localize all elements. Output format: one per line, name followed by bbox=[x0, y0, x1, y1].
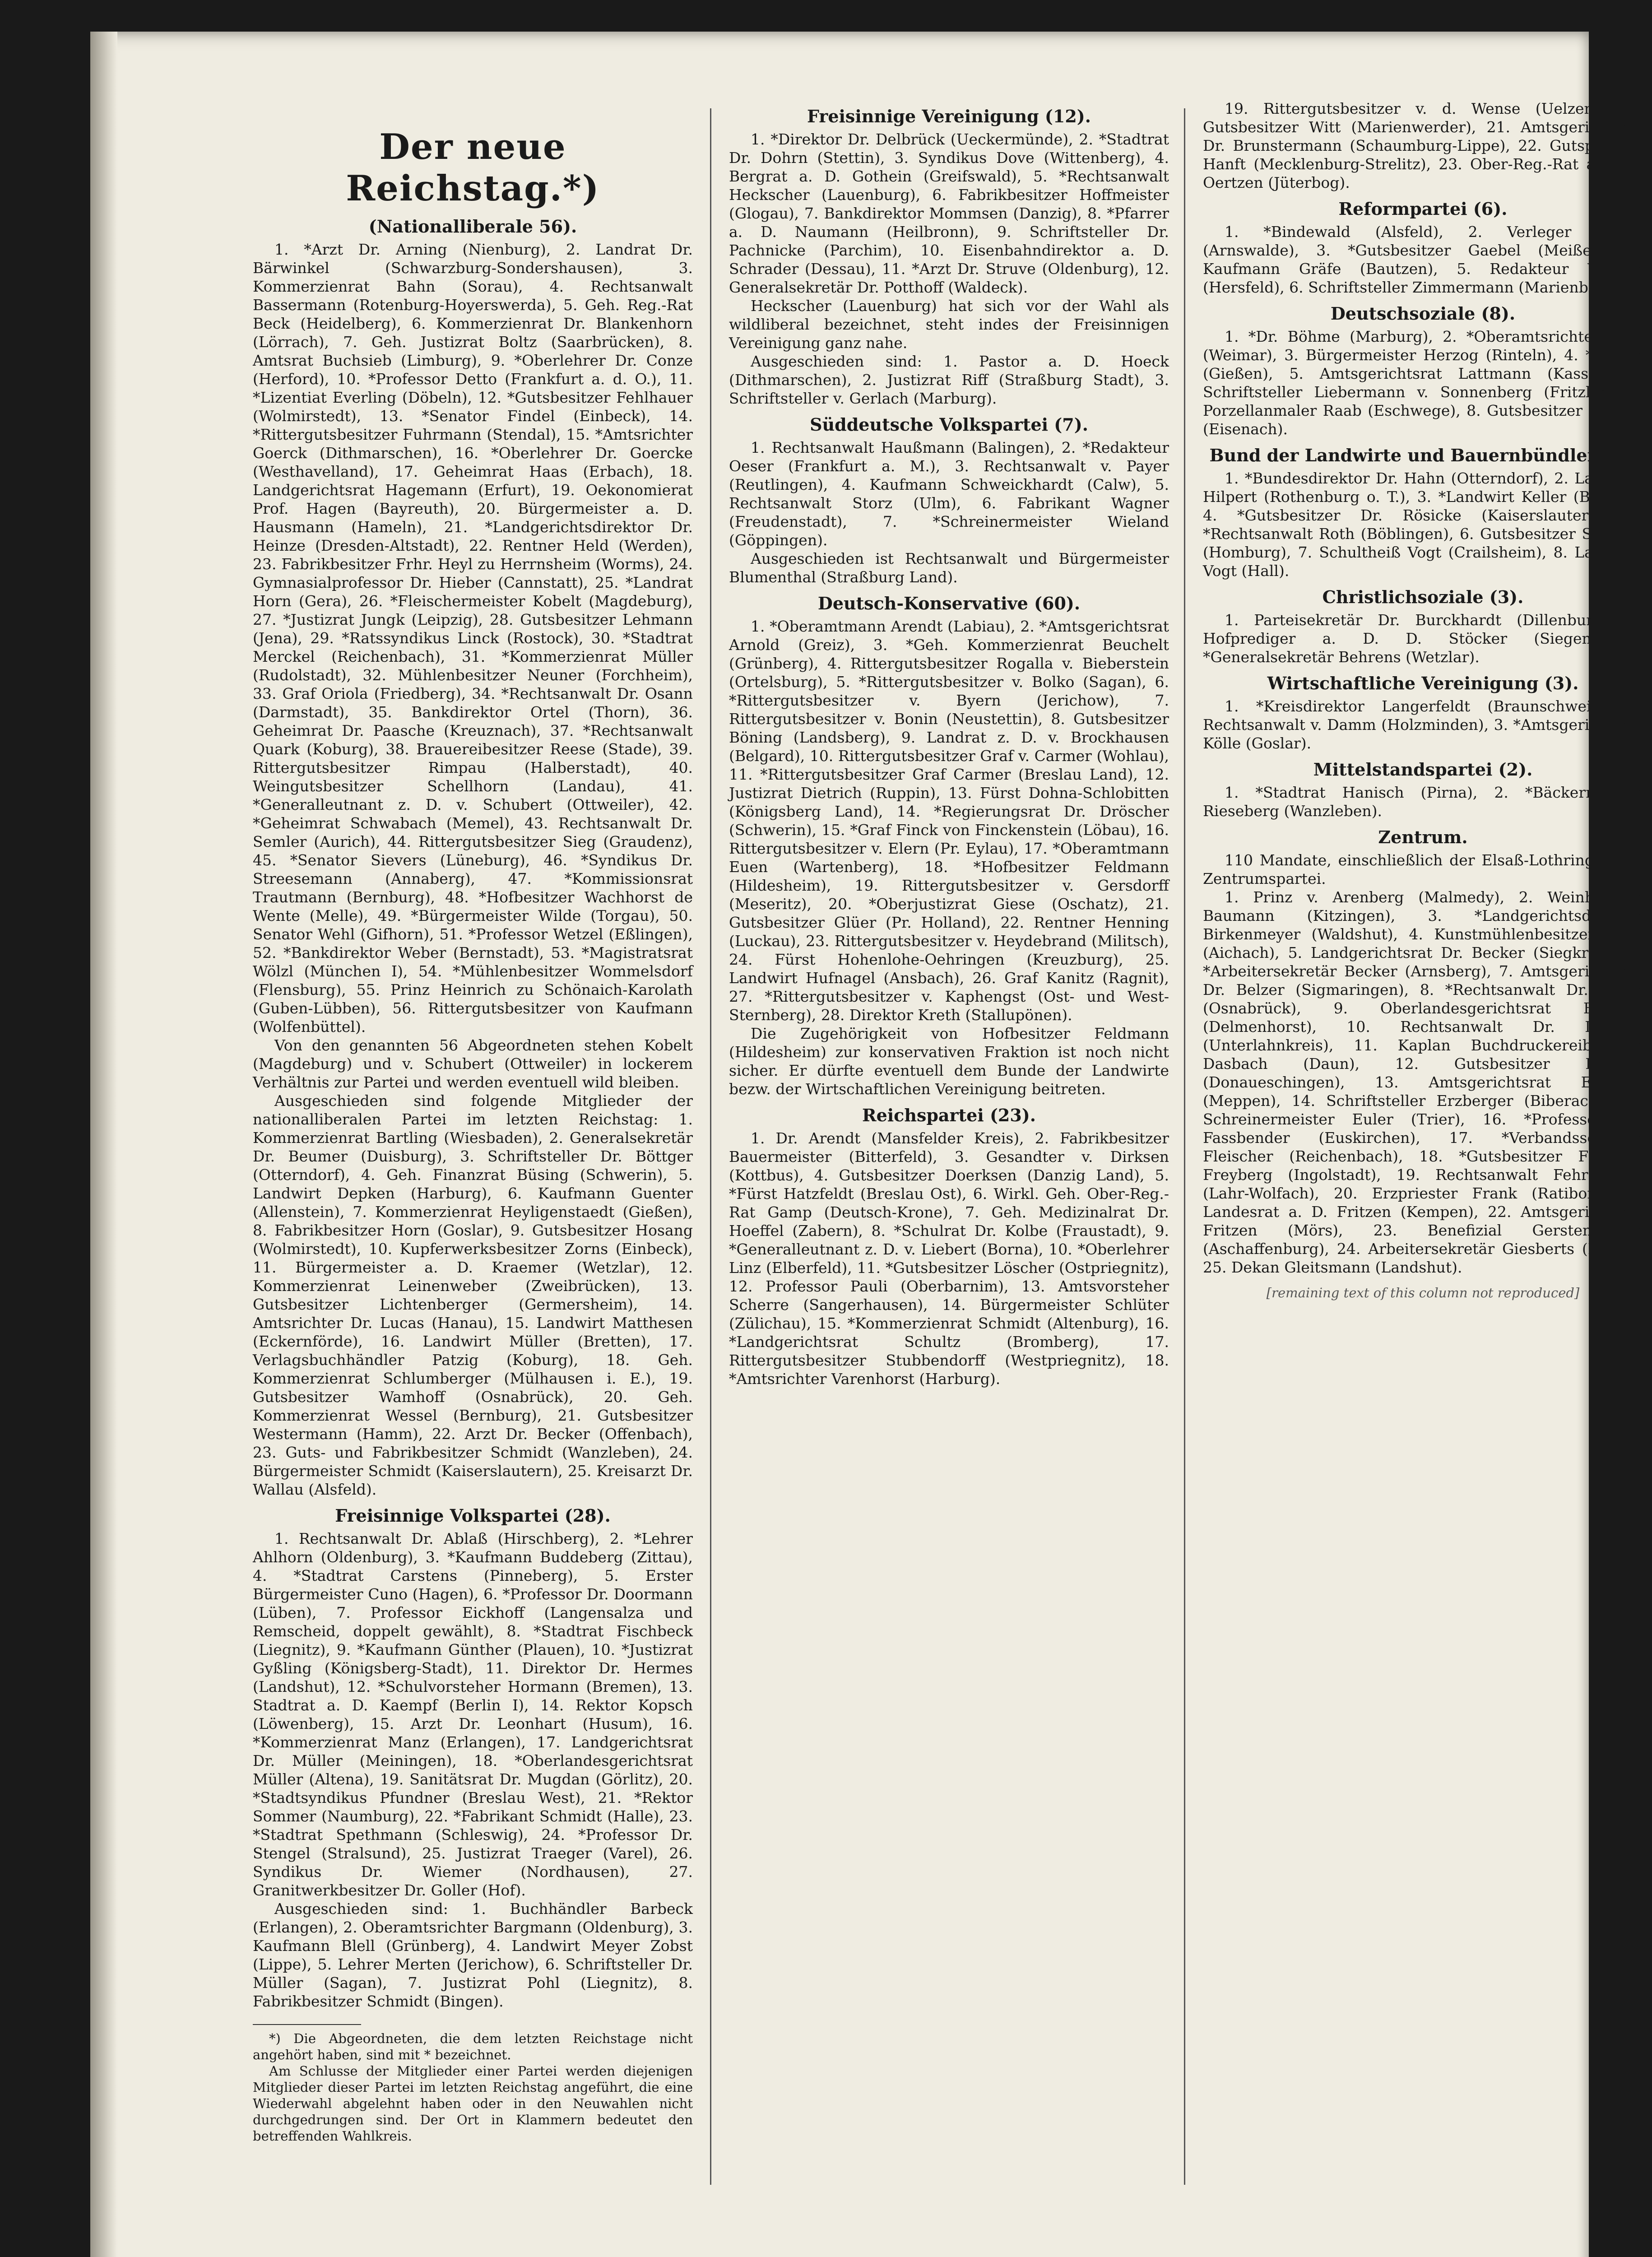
section-heading: Süddeutsche Volkspartei (7). bbox=[810, 414, 1088, 435]
paragraph: 19. Rittergutsbesitzer v. d. Wense (Uelzen), 20. Gutsbesitzer Witt (Marienwerder), 21. Amtsgerichtsrat Dr. Brunstermann (Schaumburg-Lippe), 22. Gutspächter Hanft (Mecklenburg-Strelitz), 23. Ober-Reg.-Rat a. D. v. Oertzen (Jüterbog). bbox=[1203, 100, 1643, 191]
section-heading: Deutschsoziale (8). bbox=[1330, 303, 1516, 324]
paragraph: Die Zugehörigkeit von Hofbesitzer Feldmann (Hildesheim) zur konservativen Fraktion ist noch nicht sicher. Er dürfte eventuell dem Bunde der Landwirte bezw. der Wirtschaftlichen Vereinigung beitreten. bbox=[729, 1025, 1169, 1098]
section-heading: Zentrum. bbox=[1378, 827, 1468, 847]
paragraph: Von den genannten 56 Abgeordneten stehen Kobelt (Magdeburg) und v. Schubert (Ottweiler) in lockerem Verhältnis zur Partei und werden eventuell wild bleiben. bbox=[253, 1036, 693, 1091]
paragraph: 1. *Oberamtmann Arendt (Labiau), 2. *Amtsgerichtsrat Arnold (Greiz), 3. *Geh. Kommerzienrat Beuchelt (Grünberg), 4. Rittergutsbesitzer Rogalla v. Bieberstein (Ortelsburg), 5. *Rittergutsbesitzer v. Bolko (Sagan), 6. *Rittergutsbesitzer v. Byern (Jerichow), 7. Rittergutsbesitzer v. Bonin (Neustettin), 8. Gutsbesitzer Böning (Landsberg), 9. Landrat z. D. v. Brockhausen (Belgard), 10. Rittergutsbesitzer Graf v. Carmer (Wohlau), 11. *Rittergutsbesitzer Graf Carmer (Breslau Land), 12. Justizrat Dietrich (Ruppin), 13. Fürst Dohna-Schlobitten (Königsberg Land), 14. *Regierungsrat Dr. Dröscher (Schwerin), 15. *Graf Finck von Finckenstein (Löbau), 16. Rittergutsbesitzer v. Elern (Pr. Eylau), 17. *Oberamtmann Euen (Wartenberg), 18. *Hofbesitzer Feldmann (Hildesheim), 19. Rittergutsbesitzer v. Gersdorff (Meseritz), 20. *Oberjustizrat Giese (Oschatz), 21. Gutsbesitzer Glüer (Pr. Holland), 22. Rentner Henning (Luckau), 23. Rittergutsbesitzer v. Heydebrand (Militsch), 24. Fürst Hohenlohe-Oehringen (Kreuzburg), 25. Landwirt Hufnagel (Ansbach), 26. Graf Kanitz (Ragnit), 27. *Rittergutsbesitzer v. Kaphengst (Ost- und West-Sternberg), 28. Direktor Kreth (Stallupönen). bbox=[729, 618, 1169, 1024]
newspaper-page bbox=[90, 32, 1643, 2257]
paragraph: 1. *Kreisdirektor Langerfeldt (Braunschweig), 2. Rechtsanwalt v. Damm (Holzminden), 3. *Amtsgerichtsrat Kölle (Goslar). bbox=[1203, 697, 1643, 752]
scan-background bbox=[0, 0, 90, 2257]
footnote-rule bbox=[253, 2024, 361, 2025]
omitted-note: [remaining text of this column not reproduced] bbox=[1266, 1285, 1580, 1300]
paragraph: 1. *Arzt Dr. Arning (Nienburg), 2. Landrat Dr. Bärwinkel (Schwarzburg-Sondershausen), 3. Kommerzienrat Bahn (Sorau), 4. Rechtsanwalt Bassermann (Rotenburg-Hoyerswerda), 5. Geh. Reg.-Rat Beck (Heidelberg), 6. Kommerzienrat Dr. Blankenhorn (Lörrach), 7. Geh. Justizrat Boltz (Saarbrücken), 8. Amtsrat Buchsieb (Limburg), 9. *Oberlehrer Dr. Conze (Herford), 10. *Professor Detto (Frankfurt a. d. O.), 11. *Lizentiat Everling (Döbeln), 12. *Gutsbesitzer Fehlhauer (Wolmirstedt), 13. *Senator Findel (Einbeck), 14. *Rittergutsbesitzer Fuhrmann (Stendal), 15. *Amtsrichter Goerck (Dithmarschen), 16. *Oberlehrer Dr. Goercke (Westhavelland), 17. Geheimrat Haas (Erbach), 18. Landgerichtsrat Hagemann (Erfurt), 19. Oekonomierat Prof. Hagen (Bayreuth), 20. Bürgermeister a. D. Hausmann (Hameln), 21. *Landgerichtsdirektor Dr. Heinze (Dresden-Altstadt), 22. Rentner Held (Werden), 23. Fabrikbesitzer Frhr. Heyl zu Herrnsheim (Worms), 24. Gymnasialprofessor Dr. Hieber (Cannstatt), 25. *Landrat Horn (Gera), 26. *Fleischermeister Kobelt (Magdeburg), 27. *Justizrat Jungk (Leipzig), 28. Gutsbesitzer Lehmann (Jena), 29. *Ratssyndikus Linck (Rostock), 30. *Stadtrat Merckel (Reichenbach), 31. *Kommerzienrat Müller (Rudolstadt), 32. Mühlenbesitzer Neuner (Forchheim), 33. Graf Oriola (Friedberg), 34. *Rechtsanwalt Dr. Osann (Darmstadt), 35. Bankdirektor Ortel (Thorn), 36. Geheimrat Dr. Paasche (Kreuznach), 37. *Rechtsanwalt Quark (Koburg), 38. Brauereibesitzer Reese (Stade), 39. Rittergutsbesitzer Rimpau (Halberstadt), 40. Weingutsbesitzer Schellhorn (Landau), 41. *Generalleutnant z. D. v. Schubert (Ottweiler), 42. *Geheimrat Schwabach (Memel), 43. Rechtsanwalt Dr. Semler (Aurich), 44. Rittergutsbesitzer Sieg (Graudenz), 45. *Senator Sievers (Lüneburg), 46. *Syndikus Dr. Streesemann (Annaberg), 47. *Kommissionsrat Trautmann (Bernburg), 48. *Hofbesitzer Wachhorst de Wente (Melle), 49. *Bürgermeister Wilde (Torgau), 50. Senator Wehl (Gifhorn), 51. *Professor Wetzel (Eßlingen), 52. *Bankdirektor Weber (Bernstadt), 53. *Magistratsrat Wölzl (München I), 54. *Mühlenbesitzer Wommelsdorf (Flensburg), 55. Prinz Heinrich zu Schönaich-Karolath (Guben-Lübben), 56. Rittergutsbesitzer von Kaufmann (Wolfenbüttel). bbox=[253, 241, 693, 1036]
footnote: Am Schlusse der Mitglieder einer Partei werden diejenigen Mitglieder dieser Partei im letzten Reichstag angeführt, die eine Wiederwahl abgelehnt haben oder in den Neuwahlen nicht durchgedrungen sind. Der Ort in Klammern bedeutet den betreffenden Wahlkreis. bbox=[253, 2063, 693, 2144]
column-right bbox=[1203, 99, 1643, 2185]
section-heading: Bund der Landwirte und Bauernbündler (8). bbox=[1209, 445, 1637, 465]
paragraph: 1. *Stadtrat Hanisch (Pirna), 2. *Bäckermeister Rieseberg (Wanzleben). bbox=[1203, 784, 1643, 820]
paragraph: 1. *Direktor Dr. Delbrück (Ueckermünde), 2. *Stadtrat Dr. Dohrn (Stettin), 3. Syndikus Dove (Wittenberg), 4. Bergrat a. D. Gothein (Greifswald), 5. *Rechtsanwalt Heckscher (Lauenburg), 6. Fabrikbesitzer Hoffmeister (Glogau), 7. Bankdirektor Mommsen (Danzig), 8. *Pfarrer a. D. Naumann (Heilbronn), 9. Schriftsteller Dr. Pachnicke (Parchim), 10. Eisenbahndirektor a. D. Schrader (Dessau), 11. *Arzt Dr. Struve (Oldenburg), 12. Generalsekretär Dr. Potthoff (Waldeck). bbox=[729, 130, 1169, 296]
paragraph: 1. *Bindewald (Alsfeld), 2. Verleger Bruhn (Arnswalde), 3. *Gutsbesitzer Gaebel (Meißen), 4. Kaufmann Gräfe (Bautzen), 5. Redakteur Werner (Hersfeld), 6. Schriftsteller Zimmermann (Marienberg). bbox=[1203, 223, 1643, 296]
section-heading: Deutsch-Konservative (60). bbox=[817, 593, 1081, 613]
paragraph: 1. *Dr. Böhme (Marburg), 2. *Oberamtsrichter Graf (Weimar), 3. Bürgermeister Herzog (Rinteln), 4. *Köhler (Gießen), 5. Amtsgerichtsrat Lattmann (Kassel), 6. Schriftsteller Liebermann v. Sonnenberg (Fritzlar), 7. Porzellanmaler Raab (Eschwege), 8. Gutsbesitzer Schack (Eisenach). bbox=[1203, 328, 1643, 438]
paragraph: 1. Rechtsanwalt Haußmann (Balingen), 2. *Redakteur Oeser (Frankfurt a. M.), 3. Rechtsanwalt v. Payer (Reutlingen), 4. Kaufmann Schweickhardt (Calw), 5. Rechtsanwalt Storz (Ulm), 6. Fabrikant Wagner (Freudenstadt), 7. *Schreinermeister Wieland (Göppingen). bbox=[729, 439, 1169, 549]
section-heading: Wirtschaftliche Vereinigung (3). bbox=[1267, 673, 1579, 693]
paragraph: 1. Parteisekretär Dr. Burckhardt (Dillenburg), 2. Hofprediger a. D. D. Stöcker (Siegen), 3. *Generalsekretär Behrens (Wetzlar). bbox=[1203, 611, 1643, 666]
paragraph: 1. Dr. Arendt (Mansfelder Kreis), 2. Fabrikbesitzer Bauermeister (Bitterfeld), 3. Gesandter v. Dirksen (Kottbus), 4. Gutsbesitzer Doerksen (Danzig Land), 5. *Fürst Hatzfeldt (Breslau Ost), 6. Wirkl. Geh. Ober-Reg.-Rat Gamp (Deutsch-Krone), 7. Geh. Medizinalrat Dr. Hoeffel (Zabern), 8. *Schulrat Dr. Kolbe (Fraustadt), 9. *Generalleutnant z. D. v. Liebert (Borna), 10. *Oberlehrer Linz (Elberfeld), 11. *Gutsbesitzer Löscher (Ostpriegnitz), 12. Professor Pauli (Oberbarnim), 13. Amtsvorsteher Scherre (Sangerhausen), 14. Bürgermeister Schlüter (Zülichau), 15. *Kommerzienrat Schmidt (Altenburg), 16. *Landgerichtsrat Schultz (Bromberg), 17. Rittergutsbesitzer Stubbendorff (Westpriegnitz), 18. *Amtsrichter Varenhorst (Harburg). bbox=[729, 1129, 1169, 1388]
paragraph: Heckscher (Lauenburg) hat sich vor der Wahl als wildliberal bezeichnet, steht indes der Freisinnigen Vereinigung ganz nahe. bbox=[729, 297, 1169, 352]
section-heading: Reformpartei (6). bbox=[1338, 199, 1508, 219]
paragraph: Ausgeschieden sind: 1. Pastor a. D. Hoeck (Dithmarschen), 2. Justizrat Riff (Straßburg Stadt), 3. Schriftsteller v. Gerlach (Marburg). bbox=[729, 353, 1169, 407]
section-heading: Freisinnige Vereinigung (12). bbox=[807, 106, 1091, 126]
column-left bbox=[253, 99, 693, 2185]
page-binding-shadow bbox=[90, 32, 117, 2257]
section-heading: Mittelstandspartei (2). bbox=[1313, 759, 1533, 780]
paragraph: 1. Rechtsanwalt Dr. Ablaß (Hirschberg), 2. *Lehrer Ahlhorn (Oldenburg), 3. *Kaufmann Buddeberg (Zittau), 4. *Stadtrat Carstens (Pinneberg), 5. Erster Bürgermeister Cuno (Hagen), 6. *Professor Dr. Doormann (Lüben), 7. Professor Eickhoff (Langensalza und Remscheid, doppelt gewählt), 8. *Stadtrat Fischbeck (Liegnitz), 9. *Kaufmann Günther (Plauen), 10. *Justizrat Gyßling (Königsberg-Stadt), 11. Direktor Dr. Hermes (Landshut), 12. *Schulvorsteher Hormann (Bremen), 13. Stadtrat a. D. Kaempf (Berlin I), 14. Rektor Kopsch (Löwenberg), 15. Arzt Dr. Leonhart (Husum), 16. *Kommerzienrat Manz (Erlangen), 17. Landgerichtsrat Dr. Müller (Meiningen), 18. *Oberlandesgerichtsrat Müller (Altena), 19. Sanitätsrat Dr. Mugdan (Görlitz), 20. *Stadtsyndikus Pfundner (Breslau West), 21. *Rektor Sommer (Naumburg), 22. *Fabrikant Schmidt (Halle), 23. *Stadtrat Spethmann (Schleswig), 24. *Professor Dr. Stengel (Stralsund), 25. Justizrat Traeger (Varel), 26. Syndikus Dr. Wiemer (Nordhausen), 27. Granitwerkbesitzer Dr. Goller (Hof). bbox=[253, 1530, 693, 1899]
column-rule bbox=[1184, 108, 1185, 2185]
paragraph: 1. *Bundesdirektor Dr. Hahn (Otterndorf), 2. Landwirt Hilpert (Rothenburg o. T.), 3. *Landwirt Keller (Bingen), 4. *Gutsbesitzer Dr. Rösicke (Kaiserslautern), 5. *Rechtsanwalt Roth (Böblingen), 6. Gutsbesitzer Stauffer (Homburg), 7. Schultheiß Vogt (Crailsheim), 8. Landwirt Vogt (Hall). bbox=[1203, 469, 1643, 580]
section-heading: (Nationalliberale 56). bbox=[368, 216, 577, 237]
text-columns bbox=[253, 99, 1652, 2221]
footnote: *) Die Abgeordneten, die dem letzten Reichstage nicht angehört haben, sind mit * bezeichnet. bbox=[253, 2031, 693, 2062]
article-title: Der neue Reichstag.*) bbox=[346, 126, 600, 209]
column-rule bbox=[710, 108, 711, 2185]
paragraph: 1. Prinz v. Arenberg (Malmedy), 2. Weinhändler Baumann (Kitzingen), 3. *Landgerichtsdirektor Birkenmeyer (Waldshut), 4. Kunstmühlenbesitzer Beck (Aichach), 5. Landgerichtsrat Dr. Becker (Siegkreis), 6. *Arbeitersekretär Becker (Arnsberg), 7. Amtsgerichtsrat Dr. Belzer (Sigmaringen), 8. *Rechtsanwalt Dr. Bitter (Osnabrück), 9. Oberlandesgerichtsrat Burlage (Delmenhorst), 10. Rechtsanwalt Dr. Dahlem (Unterlahnkreis), 11. Kaplan Buchdruckereibesitzer Dasbach (Daun), 12. Gutsbesitzer Duffner (Donaueschingen), 13. Amtsgerichtsrat Engelen (Meppen), 14. Schriftsteller Erzberger (Biberach), 15. Schreinermeister Euler (Trier), 16. *Professor Dr. Fassbender (Euskirchen), 17. *Verbandssekretär Fleischer (Reichenbach), 18. *Gutsbesitzer Frhr. v. Freyberg (Ingolstadt), 19. Rechtsanwalt Fehrenbach (Lahr-Wolfach), 20. Erzpriester Frank (Ratibor), 21. Landesrat a. D. Fritzen (Kempen), 22. Amtsgerichtsrat Fritzen (Mörs), 23. Benefizial Gerstenberger (Aschaffenburg), 24. Arbeitersekretär Giesberts (Essen), 25. Dekan Gleitsmann (Landshut). bbox=[1203, 888, 1643, 1276]
paragraph: 110 Mandate, einschließlich der Elsaß-Lothringischen Zentrumspartei. bbox=[1203, 851, 1643, 887]
paragraph: Ausgeschieden sind folgende Mitglieder der nationalliberalen Partei im letzten Reichstag: 1. Kommerzienrat Bartling (Wiesbaden), 2. Generalsekretär Dr. Beumer (Duisburg), 3. Schriftsteller Dr. Böttger (Otterndorf), 4. Geh. Finanzrat Büsing (Schwerin), 5. Landwirt Depken (Harburg), 6. Kaufmann Guenter (Allenstein), 7. Kommerzienrat Heyligenstaedt (Gießen), 8. Fabrikbesitzer Horn (Goslar), 9. Gutsbesitzer Hosang (Wolmirstedt), 10. Kupferwerksbesitzer Zorns (Einbeck), 11. Bürgermeister a. D. Kraemer (Wetzlar), 12. Kommerzienrat Leinenweber (Zweibrücken), 13. Gutsbesitzer Lichtenberger (Germersheim), 14. Amtsrichter Dr. Lucas (Hanau), 15. Landwirt Matthesen (Eckernförde), 16. Landwirt Müller (Bretten), 17. Verlagsbuchhändler Patzig (Koburg), 18. Geh. Kommerzienrat Schlumberger (Mülhausen i. E.), 19. Gutsbesitzer Wamhoff (Osnabrück), 20. Geh. Kommerzienrat Wessel (Bernburg), 21. Gutsbesitzer Westermann (Hamm), 22. Arzt Dr. Becker (Offenbach), 23. Guts- und Fabrikbesitzer Schmidt (Wanzleben), 24. Bürgermeister Schmidt (Kaiserslautern), 25. Kreisarzt Dr. Wallau (Alsfeld). bbox=[253, 1092, 693, 1498]
paragraph: Ausgeschieden sind: 1. Buchhändler Barbeck (Erlangen), 2. Oberamtsrichter Bargmann (Oldenburg), 3. Kaufmann Blell (Grünberg), 4. Landwirt Meyer Zobst (Lippe), 5. Lehrer Merten (Jerichow), 6. Schriftsteller Dr. Müller (Sagan), 7. Justizrat Pohl (Liegnitz), 8. Fabrikbesitzer Schmidt (Bingen). bbox=[253, 1900, 693, 2010]
column-middle bbox=[729, 99, 1169, 2185]
paragraph: Ausgeschieden ist Rechtsanwalt und Bürgermeister Blumenthal (Straßburg Land). bbox=[729, 550, 1169, 586]
section-heading: Freisinnige Volkspartei (28). bbox=[335, 1505, 611, 1526]
section-heading: Christlichsoziale (3). bbox=[1322, 587, 1524, 607]
section-heading: Reichspartei (23). bbox=[862, 1105, 1036, 1125]
